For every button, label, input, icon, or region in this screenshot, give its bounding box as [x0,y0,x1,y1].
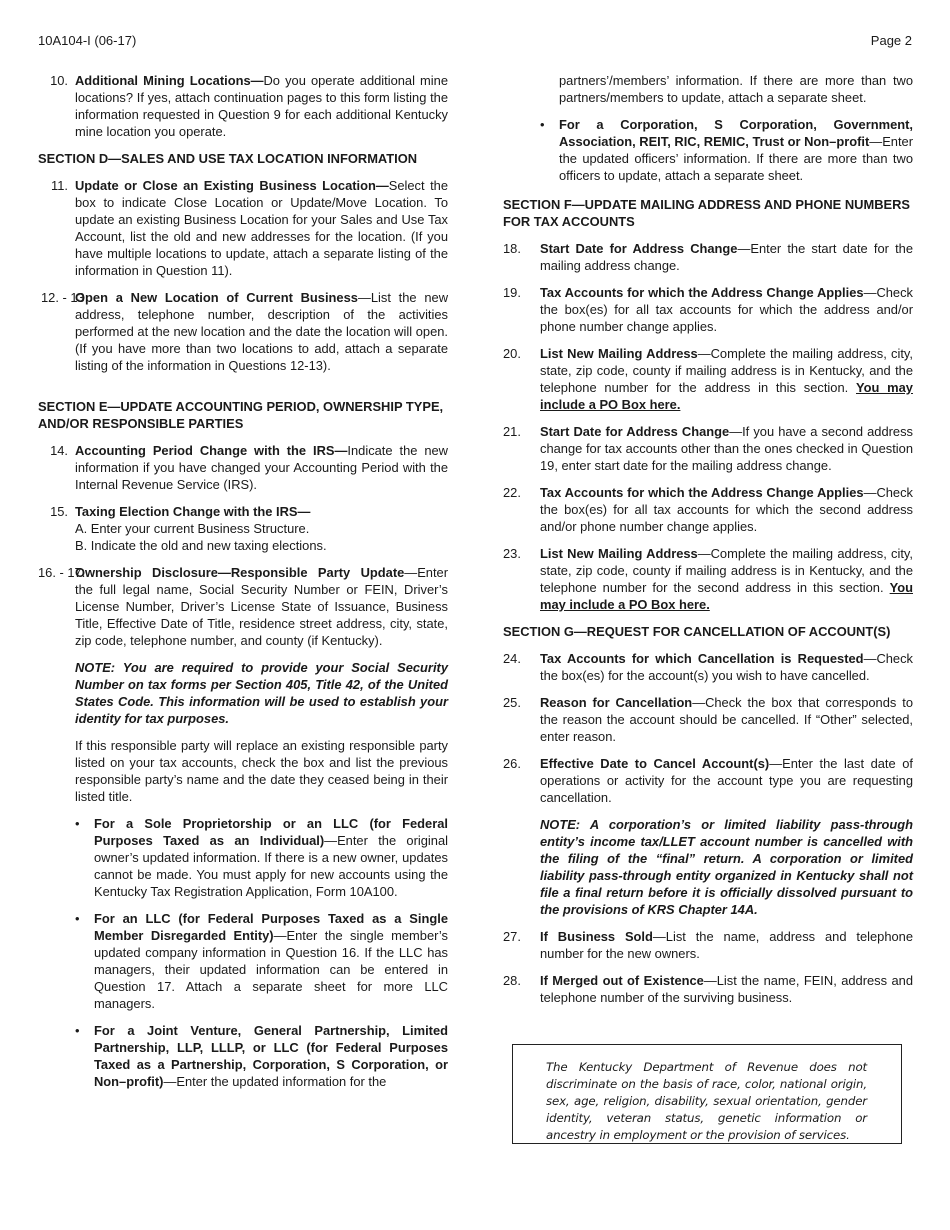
instruction-item-22: 22. Tax Accounts for which the Address Change Applies—Check the box(es) for all tax accounts for which the second address and/or phone number change applies. [503,485,913,534]
instruction-item-21: 21. Start Date for Address Change—If you have a second address change for tax accounts other than the ones checked in Question 19, enter start date for the mailing address change. [503,424,913,473]
item-15-option-b: B. Indicate the old and new taxing elections. [75,538,327,553]
instruction-item-24: 24. Tax Accounts for which Cancellation is Requested—Check the box(es) for the account(s) you wish to have cancelled. [503,651,913,683]
instruction-item-25: 25. Reason for Cancellation—Check the box that corresponds to the reason the account should be cancelled. If “Other” selected, enter reason. [503,695,913,744]
instruction-item-19: 19. Tax Accounts for which the Address Change Applies—Check the box(es) for all tax accounts for which the address and/or phone number change applies. [503,285,913,334]
right-column [503,72,913,1016]
bullet-sole-proprietorship: • For a Sole Proprietorship or an LLC (for Federal Purposes Taxed as an Individual)—Enter the original owner’s updated information. If there is a new owner, updates cannot be made. You must apply for new accounts using the Kentucky Tax Registration Application, Form 10A100. [75,816,448,899]
form-id: 10A104-I (06-17) [38,33,137,48]
instruction-item-15: 15. Taxing Election Change with the IRS— A. Enter your current Business Structure. B. Indicate the old and new taxing elections. [38,503,448,554]
po-box-note: You may include a PO Box here. [540,380,913,412]
instruction-item-26: 26. Effective Date to Cancel Account(s)—Enter the last date of operations or activity for the account type you are requesting cancellation. [503,756,913,805]
left-column [38,72,448,1100]
section-g-heading: SECTION G—REQUEST FOR CANCELLATION OF ACCOUNT(S) [503,624,891,639]
page-number: Page 2 [870,33,912,48]
section-e-heading: SECTION E—UPDATE ACCOUNTING PERIOD, OWNERSHIP TYPE, AND/OR RESPONSIBLE PARTIES [38,399,444,431]
nondiscrimination-disclaimer: The Kentucky Department of Revenue does not discriminate on the basis of race, color, national origin, sex, age, religion, disability, sexual orientation, gender identity, veteran status, genetic information or ancestry in employment or the provision of services. [512,1044,902,1144]
po-box-note-2: You may include a PO Box here. [540,580,913,612]
bullet-corporation: • For a Corporation, S Corporation, Government, Association, REIT, RIC, REMIC, Trust or Non–profit—Enter the updated officers’ information. If there are more than two officers to update, attach a separate sheet. [540,117,913,183]
partnership-continuation: partners’/members’ information. If there are more than two partners/members to update, attach a separate sheet. [559,73,913,105]
instruction-item-20: 20. List New Mailing Address—Complete the mailing address, city, state, zip code, county if mailing address is in Kentucky, and the telephone number for the address in this section. You may include a PO Box here. [503,346,913,412]
instruction-item-14: 14. Accounting Period Change with the IRS—Indicate the new information if you have changed your Accounting Period with the Internal Revenue Service (IRS). [50,443,448,492]
bullet-partnership: • For a Joint Venture, General Partnership, Limited Partnership, LLP, LLLP, or LLC (for Federal Purposes Taxed as a Partnership, Corporation, S Corporation, or Non–profit)—Enter the updated information for the [75,1023,448,1089]
instruction-item-16-17: 16. - 17. Ownership Disclosure—Responsible Party Update—Enter the full legal name, Social Security Number or FEIN, Driver’s License Number, Driver’s License State of Issuance, Business Title, Effective Date of Title, residence street address, city, state, zip code, telephone number, and county (if Kentucky). [38,565,448,648]
instruction-item-18: 18. Start Date for Address Change—Enter the start date for the mailing address change. [503,241,913,273]
instruction-item-12-13: 12. - 13. Open a New Location of Current Business—List the new address, telephone number, description of the activities performed at the new location and the date the location will open. (If you have more than two locations to add, attach a separate listing of the information in Questions 12-13). [41,290,448,373]
item-15-option-a: A. Enter your current Business Structure. [75,521,310,536]
ssn-note: NOTE: You are required to provide your Social Security Number on tax forms per Section 405, Title 42, of the United States Code. This information will be used to establish your identity for tax purposes. [75,660,448,726]
instruction-item-27: 27. If Business Sold—List the name, address and telephone number for the new owners. [503,929,913,961]
instruction-item-23: 23. List New Mailing Address—Complete the mailing address, city, state, zip code, county if mailing address is in Kentucky, and the telephone number for the second address in this section. You may include a PO Box here. [503,546,913,612]
instruction-item-11: 11. Update or Close an Existing Business Location—Select the box to indicate Close Location or Update/Move Location. To update an existing Business Location for your Sales and Use Tax Account, list the old and new addresses for the location. (If you have multiple locations to update, attach a separate listing of the information in Question 11). [51,178,448,278]
section-f-heading: SECTION F—UPDATE MAILING ADDRESS AND PHONE NUMBERS FOR TAX ACCOUNTS [503,197,911,229]
bullet-llc-single-member: • For an LLC (for Federal Purposes Taxed as a Single Member Disregarded Entity)—Enter the single member’s updated company information in Question 16. If the LLC has managers, their updated information can be entered in Question 17. Attach a separate sheet for more LLC managers. [75,911,448,1011]
instruction-item-28: 28. If Merged out of Existence—List the name, FEIN, address and telephone number of the surviving business. [503,973,913,1005]
responsible-party-paragraph: If this responsible party will replace an existing responsible party listed on your tax accounts, check the box and list the previous responsible party’s name and the date they ceased being in their listed title. [75,738,448,804]
section-d-heading: SECTION D—SALES AND USE TAX LOCATION INFORMATION [38,151,418,166]
instruction-item-10: 10. Additional Mining Locations—Do you operate additional mine locations? If yes, attach continuation pages to this form listing the information requested in Question 9 for each additional Kentucky mine location you operate. [50,73,448,139]
cancellation-note: NOTE: A corporation’s or limited liability pass-through entity’s income tax/LLET account number is cancelled with the filing of the “final” return. A corporation or limited liability pass-through entity organized in Kentucky shall not file a final return before it is officially dissolved pursuant to the provisions of KRS Chapter 14A. [540,817,913,917]
